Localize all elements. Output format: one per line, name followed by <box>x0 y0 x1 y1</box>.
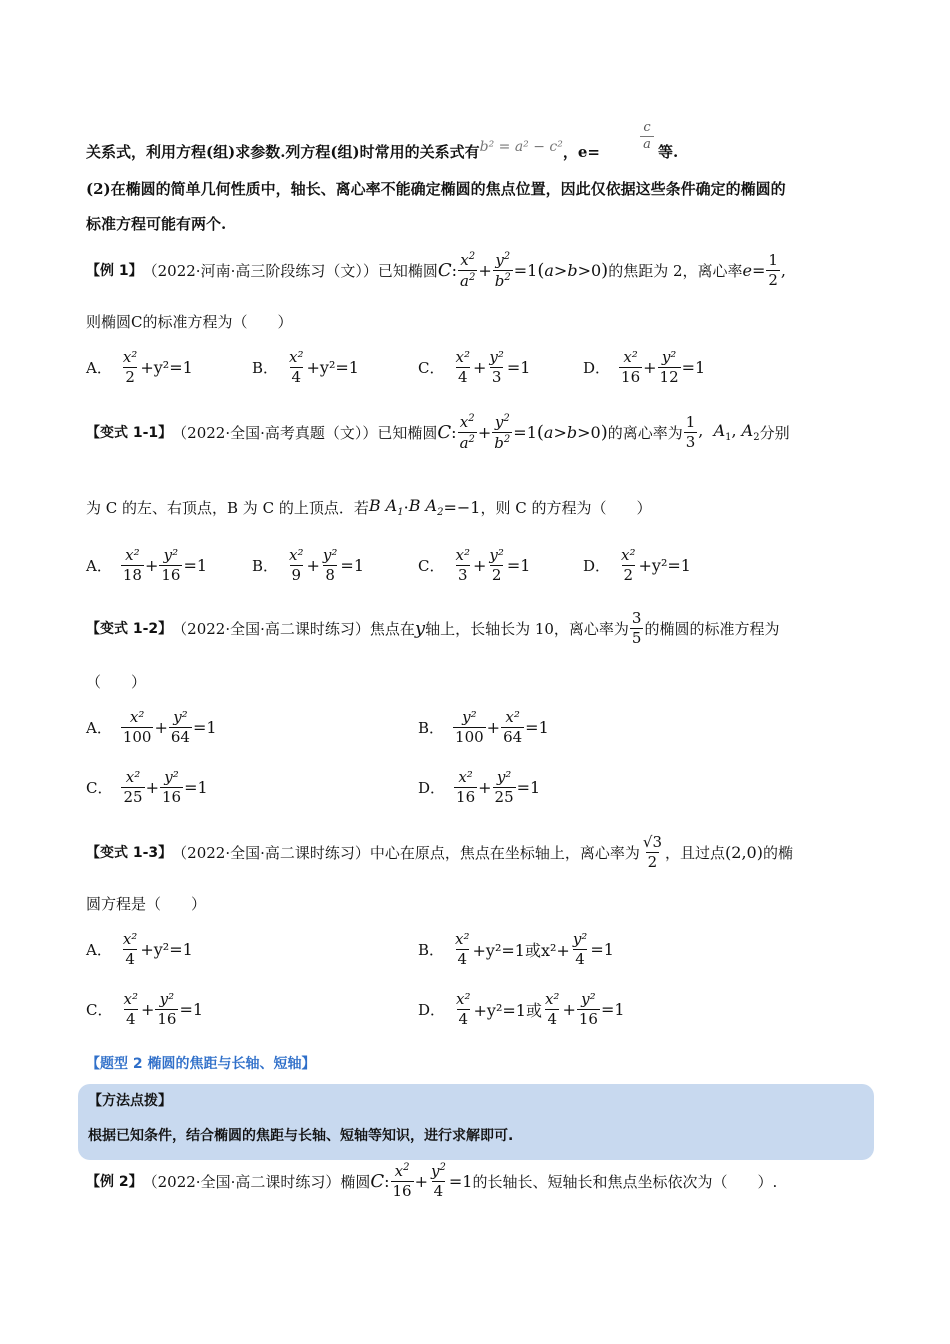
variant-1-2-option-d[interactable]: D． $\frac{\text{x²}}{16}$ + $\frac{\text{y²}}{25}$ =1 <box>418 768 541 806</box>
variant-1-2-tag: 【变式 1-2】 <box>86 621 173 637</box>
section-heading-type-2: 【题型 2 椭圆的焦距与长轴、短轴】 <box>86 1056 316 1072</box>
example-1-option-a[interactable]: A． $\frac{\text{x²}}{2}$ +y²=1 <box>86 348 193 386</box>
variant-1-2-stem: 【变式 1-2】 （2022·全国·高二课时练习）焦点在 y 轴上，长轴长为 10，离心率为 $\frac{3}{5}$ 的椭圆的标准方程为 <box>86 608 780 647</box>
example-2-tail: 的长轴长、短轴长和焦点坐标依次为（ ）. <box>472 1172 778 1191</box>
method-text: 根据已知条件，结合椭圆的焦距与长轴、短轴等知识，进行求解即可. <box>88 1128 514 1144</box>
example-1-cond: 的焦距为 2，离心率 <box>608 261 743 280</box>
variant-1-3-point: (2,0) <box>725 842 763 862</box>
variant-1-1-option-d[interactable]: D． $\frac{\text{x²}}{2}$ +y²=1 <box>583 546 691 584</box>
example-1-source: （2022·河南·高三阶段练习（文））已知椭圆 <box>142 261 438 280</box>
variant-1-2-mid: 轴上，长轴长为 10，离心率为 <box>425 619 629 638</box>
example-2-tag: 【例 2】 <box>86 1174 143 1190</box>
variant-1-1-tag: 【变式 1-1】 <box>86 425 173 441</box>
variant-1-3-option-a[interactable]: A． $\frac{\text{x²}}{4}$ +y²=1 <box>86 930 193 968</box>
example-1-option-b[interactable]: B． $\frac{\text{x²}}{4}$ +y²=1 <box>252 348 359 386</box>
intro-line-2: (2)在椭圆的简单几何性质中，轴长、离心率不能确定椭圆的焦点位置，因此仅依据这些条件确定的椭圆的 <box>86 180 786 198</box>
variant-1-2-source: （2022·全国·高二课时练习）焦点在 <box>172 619 415 638</box>
intro-line-3: 标准方程可能有两个. <box>86 215 227 233</box>
variant-1-2-line-2: （ ） <box>86 673 147 691</box>
variant-1-3-mid: ，且过点 <box>665 843 726 862</box>
variant-1-3-stem: 【变式 1-3】 （2022·全国·高二课时练习）中心在原点，焦点在坐标轴上，离心率为 $\frac{√3}{2}$ ，且过点 (2,0) 的椭 <box>86 832 793 871</box>
variant-1-1-cond: 的离心率为 <box>607 423 683 442</box>
intro-text: 关系式，利用方程(组)求参数.列方程(组)时常用的关系式有 <box>86 143 480 161</box>
formula-b2: b² = a² − c² <box>479 139 563 155</box>
example-2-stem: 【例 2】 （2022·全国·高二课时练习）椭圆 C : $\frac{x^2}{16}$ + $\frac{y^2}{4}$ =1 的长轴长、短轴长和焦点坐标依次为（ ）. <box>86 1162 778 1200</box>
method-box <box>78 1084 874 1160</box>
intro-suffix: 等. <box>658 143 679 161</box>
variant-1-1-line-2: 为 C 的左、右顶点，B 为 C 的上顶点．若 B $A_1$ · B $A_2$ =−1 ，则 C 的方程为（ ） <box>86 495 652 519</box>
example-1-tag: 【例 1】 <box>86 263 143 279</box>
variant-1-2-tail: 的椭圆的标准方程为 <box>644 619 780 638</box>
intro-sep: ，e= <box>562 143 600 161</box>
intro-line-1 <box>86 139 600 163</box>
variant-1-2-option-c[interactable]: C． $\frac{\text{x²}}{25}$ + $\frac{\text{y²}}{16}$ =1 <box>86 768 208 806</box>
method-title: 【方法点拨】 <box>88 1093 172 1109</box>
example-2-source: （2022·全国·高二课时练习）椭圆 <box>142 1172 371 1191</box>
variant-1-3-option-d[interactable]: D． $\frac{\text{x²}}{4}$ +y²=1或 $\frac{\text{x²}}{4}$ + $\frac{\text{y²}}{16}$ =1 <box>418 990 625 1028</box>
variant-1-1-option-a[interactable]: A． $\frac{\text{x²}}{18}$ + $\frac{\text{y²}}{16}$ =1 <box>86 546 208 584</box>
variant-1-3-option-b[interactable]: B． $\frac{\text{x²}}{4}$ +y²=1或x²+ $\frac{\text{y²}}{4}$ =1 <box>418 930 614 968</box>
variant-1-1-option-b[interactable]: B． $\frac{\text{x²}}{9}$ + $\frac{\text{y²}}{8}$ =1 <box>252 546 365 584</box>
variant-1-1-cond-2: 分别 <box>759 423 790 442</box>
variant-1-2-option-a[interactable]: A． $\frac{\text{x²}}{100}$ + $\frac{\text{y²}}{64}$ =1 <box>86 708 217 746</box>
example-1-line-2: 则椭圆C的标准方程为（ ） <box>86 313 293 331</box>
variant-1-2-option-b[interactable]: B． $\frac{\text{y²}}{100}$ + $\frac{\text{x²}}{64}$ =1 <box>418 708 549 746</box>
variant-1-3-tag: 【变式 1-3】 <box>86 845 173 861</box>
variant-1-3-source: （2022·全国·高二课时练习）中心在原点，焦点在坐标轴上，离心率为 <box>172 843 640 862</box>
frac-c-over-a: c a <box>640 120 654 152</box>
variant-1-1-option-c[interactable]: C． $\frac{\text{x²}}{3}$ + $\frac{\text{y²}}{2}$ =1 <box>418 546 531 584</box>
variant-1-1-line-2a: 为 C 的左、右顶点，B 为 C 的上顶点．若 <box>86 498 369 517</box>
example-1-stem: 【例 1】 （2022·河南·高三阶段练习（文））已知椭圆 C : $\frac{x^2}{a^2}$ + $\frac{y^2}{b^2}$ =1(a>b>0) 的焦距为 2，离心率 e = $\frac{1}{2}$ , <box>86 250 787 290</box>
example-1-option-c[interactable]: C． $\frac{\text{x²}}{4}$ + $\frac{\text{y²}}{3}$ =1 <box>418 348 531 386</box>
variant-1-3-tail: 的椭 <box>762 843 793 862</box>
variant-1-3-option-c[interactable]: C． $\frac{\text{x²}}{4}$ + $\frac{\text{y²}}{16}$ =1 <box>86 990 204 1028</box>
variant-1-1-source: （2022·全国·高考真题（文））已知椭圆 <box>172 423 438 442</box>
example-1-option-d[interactable]: D． $\frac{\text{x²}}{16}$ + $\frac{\text{y²}}{12}$ =1 <box>583 348 706 386</box>
variant-1-1-stem: 【变式 1-1】 （2022·全国·高考真题（文））已知椭圆 C : $\frac{x^2}{a^2}$ + $\frac{y^2}{b^2}$ =1(a>b>0) 的离心率为 $\frac{1}{3}$ , $A_1$, $A_2$ 分别 <box>86 412 790 452</box>
variant-1-1-line-2b: ，则 C 的方程为（ ） <box>480 498 652 517</box>
variant-1-3-line-2: 圆方程是（ ） <box>86 895 207 913</box>
